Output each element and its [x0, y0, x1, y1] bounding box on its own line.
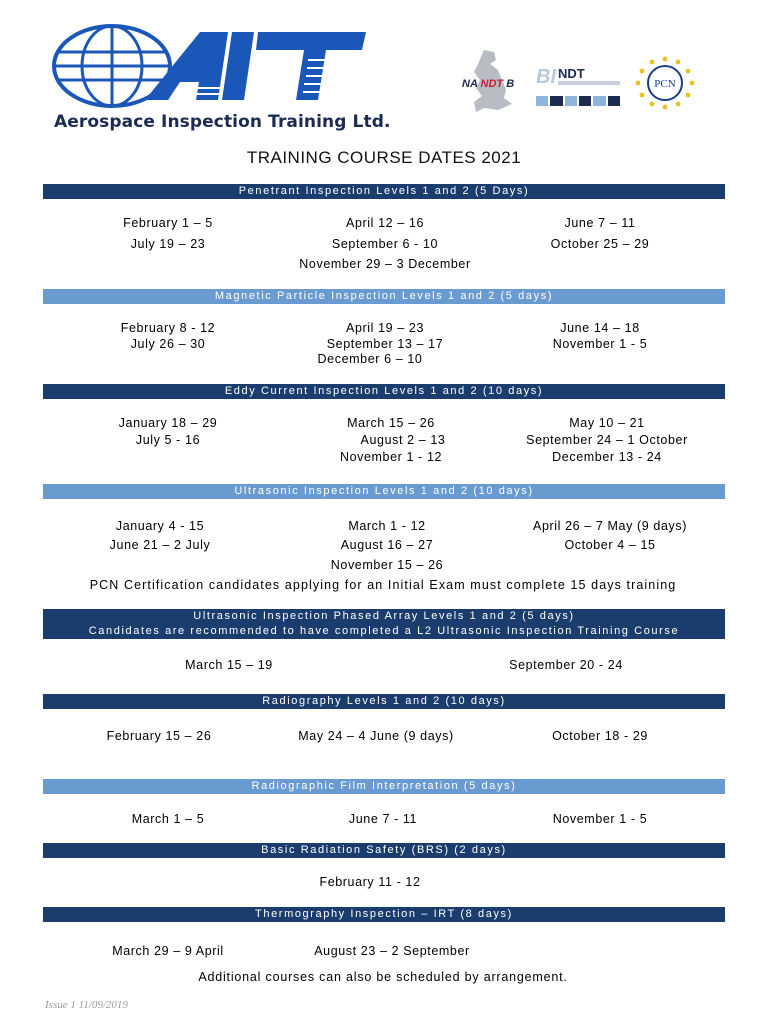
date-penetrant-6: October 25 – 29 — [550, 237, 650, 251]
date-radiography-1: February 15 – 26 — [106, 729, 212, 743]
ait-letters — [145, 32, 366, 100]
date-magnetic-4: July 26 – 30 — [130, 337, 206, 351]
section-heading-phased-array — [43, 609, 725, 639]
date-thermo-1: March 29 – 9 April — [112, 944, 224, 958]
date-phased-array-2: September 20 - 24 — [509, 658, 623, 672]
issue-note: Issue 1 11/09/2019 — [45, 999, 128, 1011]
date-eddy-8: December 13 - 24 — [552, 450, 662, 464]
company-name: Aerospace Inspection Training Ltd. — [54, 112, 391, 132]
pcn-text: PCN — [654, 78, 676, 90]
date-ultrasonic-4: June 21 – 2 July — [109, 538, 211, 552]
date-film-2: June 7 - 11 — [348, 812, 418, 826]
date-ultrasonic-1: January 4 - 15 — [115, 519, 205, 533]
date-ultrasonic-6: October 4 – 15 — [564, 538, 656, 552]
section-heading-ultrasonic: Ultrasonic Inspection Levels 1 and 2 (10 days) — [43, 484, 725, 499]
section-heading-film: Radiographic Film Interpretation (5 days) — [43, 779, 725, 794]
date-magnetic-2: April 19 – 23 — [346, 321, 424, 335]
additional-courses-note: Additional courses can also be scheduled by arrangement. — [198, 970, 568, 984]
date-penetrant-7: November 29 – 3 December — [299, 257, 471, 271]
date-phased-array-1: March 15 – 19 — [185, 658, 273, 672]
date-penetrant-4: July 19 – 23 — [130, 237, 206, 251]
date-penetrant-3: June 7 – 11 — [564, 216, 636, 230]
date-eddy-7: November 1 - 12 — [339, 450, 443, 464]
date-eddy-3: May 10 – 21 — [569, 416, 645, 430]
date-penetrant-1: February 1 – 5 — [123, 216, 213, 230]
date-penetrant-2: April 12 – 16 — [346, 216, 424, 230]
ait-logo — [50, 24, 370, 108]
section-heading-radiography: Radiography Levels 1 and 2 (10 days) — [43, 694, 725, 709]
date-eddy-1: January 18 – 29 — [118, 416, 218, 430]
date-magnetic-5: September 13 – 17 — [326, 337, 444, 351]
date-magnetic-3: June 14 – 18 — [560, 321, 640, 335]
section-heading-eddy: Eddy Current Inspection Levels 1 and 2 (10 days) — [43, 384, 725, 399]
date-film-3: November 1 - 5 — [552, 812, 648, 826]
bindt-logo: BI NDT — [536, 66, 622, 110]
date-radiography-2: May 24 – 4 June (9 days) — [298, 729, 454, 743]
pcn-note: PCN Certification candidates applying for an Initial Exam must complete 15 days training — [89, 578, 677, 592]
date-magnetic-6: November 1 - 5 — [552, 337, 648, 351]
date-film-1: March 1 – 5 — [131, 812, 205, 826]
section-heading-brs: Basic Radiation Safety (BRS) (2 days) — [43, 843, 725, 858]
date-thermo-2: August 23 – 2 September — [314, 944, 470, 958]
date-ultrasonic-7: November 15 – 26 — [330, 558, 444, 572]
phased-array-title: Ultrasonic Inspection Phased Array Levels 1 and 2 (5 days) — [193, 610, 575, 622]
date-ultrasonic-3: April 26 – 7 May (9 days) — [533, 519, 687, 533]
date-ultrasonic-5: August 16 – 27 — [340, 538, 434, 552]
page-title: TRAINING COURSE DATES 2021 — [246, 148, 522, 167]
date-eddy-4: July 5 - 16 — [135, 433, 201, 447]
phased-array-subtitle: Candidates are recommended to have completed a L2 Ultrasonic Inspection Training Course — [88, 625, 680, 637]
date-penetrant-5: September 6 - 10 — [331, 237, 439, 251]
date-brs-1: February 11 - 12 — [319, 875, 421, 889]
date-ultrasonic-2: March 1 - 12 — [348, 519, 426, 533]
date-eddy-6: September 24 – 1 October — [526, 433, 688, 447]
star-ring-icon — [632, 55, 698, 111]
date-magnetic-7: December 6 – 10 — [317, 352, 423, 366]
date-eddy-2: March 15 – 26 — [347, 416, 435, 430]
section-heading-thermo: Thermography Inspection – IRT (8 days) — [43, 907, 725, 922]
date-eddy-5: August 2 – 13 — [360, 433, 446, 447]
date-magnetic-1: February 8 - 12 — [120, 321, 216, 335]
section-heading-penetrant: Penetrant Inspection Levels 1 and 2 (5 Days) — [43, 184, 725, 199]
pcn-logo — [632, 55, 698, 111]
section-heading-magnetic: Magnetic Particle Inspection Levels 1 and 2 (5 days) — [43, 289, 725, 304]
date-radiography-3: October 18 - 29 — [552, 729, 648, 743]
nandtb-logo: NA NDT B — [454, 46, 524, 116]
